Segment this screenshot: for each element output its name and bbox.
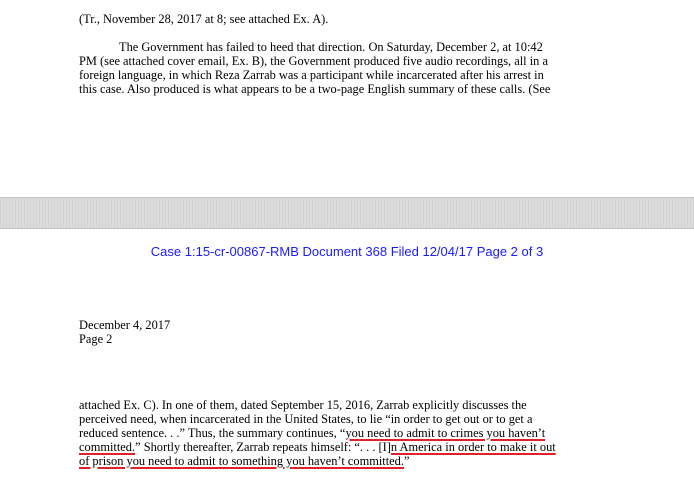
text-line: perceived need, when incarcerated in the United States, to lie “in order to get out or to get a bbox=[79, 412, 533, 426]
page-label: Page 2 bbox=[79, 332, 113, 346]
text-line: this case. Also produced is what appears to be a two-page English summary of these calls. (See bbox=[79, 82, 551, 96]
underlined-quote: n America in order to make it out bbox=[390, 440, 556, 454]
underlined-quote: of prison you need to admit to something you haven’t committed. bbox=[79, 454, 404, 468]
text-run: reduced sentence. . .” Thus, the summary continues, “ bbox=[79, 426, 346, 440]
text-line: The Government has failed to heed that direction. On Saturday, December 2, at 10:42 bbox=[119, 40, 543, 54]
text-line: PM (see attached cover email, Ex. B), the Government produced five audio recordings, all in a bbox=[79, 54, 548, 68]
ecf-header-stamp: Case 1:15-cr-00867-RMB Document 368 Filed 12/04/17 Page 2 of 3 bbox=[150, 244, 544, 259]
text-line bbox=[79, 454, 409, 468]
underlined-quote: you need to admit to crimes you haven’t bbox=[345, 426, 546, 440]
letter-date: December 4, 2017 bbox=[79, 318, 171, 332]
underlined-quote: committed. bbox=[79, 440, 136, 454]
document-page-1 bbox=[0, 0, 694, 197]
text-run: ” bbox=[403, 454, 410, 468]
text-line: attached Ex. C). In one of them, dated September 15, 2016, Zarrab explicitly discusses the bbox=[79, 398, 527, 412]
text-line: (Tr., November 28, 2017 at 8; see attached Ex. A). bbox=[79, 12, 329, 26]
text-line: foreign language, in which Reza Zarrab was a participant while incarcerated after his arrest in bbox=[79, 68, 544, 82]
text-run: ” Shortly thereafter, Zarrab repeats himself: “. . . [I] bbox=[135, 440, 391, 454]
page-separator bbox=[0, 197, 694, 229]
text-line bbox=[79, 426, 545, 440]
text-line bbox=[79, 440, 556, 454]
